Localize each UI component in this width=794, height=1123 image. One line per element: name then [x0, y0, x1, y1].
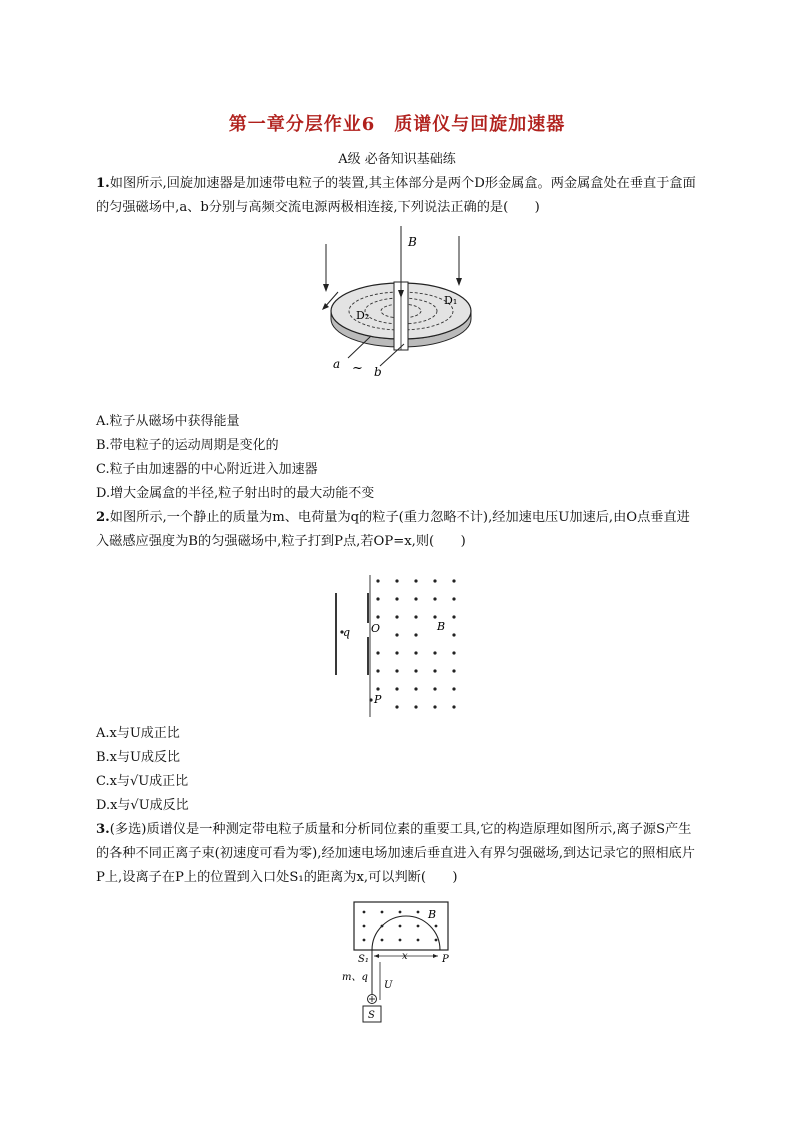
mass-spectrometer-figure	[336, 896, 460, 1026]
q1-option-d: D.增大金属盒的半径,粒子射出时的最大动能不变	[96, 486, 375, 501]
label-B: B	[408, 235, 417, 249]
q2-option-c: C.x与√U成正比	[96, 774, 189, 789]
label-b: b	[374, 365, 382, 376]
label-S1: S₁	[358, 954, 369, 965]
question-text: 如图所示,回旋加速器是加速带电粒子的装置,其主体部分是两个D形金属盒。两金属盒处在垂直于盒面的匀强磁场中,a、b分别与高频交流电源两极相连接,下列说法正确的是( )	[96, 176, 696, 215]
question-number: 1.	[96, 176, 110, 191]
q2-option-a: A.x与U成正比	[96, 726, 180, 741]
question-2-stem	[96, 506, 696, 554]
question-number: 2.	[96, 510, 110, 525]
label-mq: m、q	[342, 972, 368, 983]
mass-spec-field-figure	[330, 575, 470, 720]
question-text: (多选)质谱仪是一种测定带电粒子质量和分析同位素的重要工具,它的构造原理如图所示,离子源S产生的各种不同正离子束(初速度可看为零),经加速电场加速后垂直进入有界匀强磁场,到达记录它的照相底片P上,设离子在P上的位置到入口处S₁的距离为x,可以判断( )	[96, 822, 695, 885]
label-P: P	[442, 954, 449, 965]
label-S: S	[368, 1010, 375, 1021]
question-1-stem	[96, 172, 696, 220]
label-x: x	[402, 951, 408, 962]
label-B: B	[428, 908, 437, 921]
label-B: B	[437, 620, 446, 633]
label-q: q	[343, 626, 351, 639]
q2-option-d: D.x与√U成反比	[96, 798, 189, 813]
question-number: 3.	[96, 822, 110, 837]
question-3-stem	[96, 818, 696, 890]
label-tilde: ~	[352, 361, 363, 376]
q2-option-b: B.x与U成反比	[96, 750, 180, 765]
q1-option-b: B.带电粒子的运动周期是变化的	[96, 438, 279, 453]
q1-option-a: A.粒子从磁场中获得能量	[96, 414, 240, 429]
question-text: 如图所示,一个静止的质量为m、电荷量为q的粒子(重力忽略不计),经加速电压U加速后,由O点垂直进入磁感应强度为B的匀强磁场中,粒子打到P点,若OP=x,则( )	[96, 510, 690, 549]
label-P: P	[374, 693, 382, 706]
cyclotron-figure	[316, 226, 486, 376]
label-O: O	[371, 622, 381, 635]
page-title: 第一章分层作业6 质谱仪与回旋加速器	[228, 114, 566, 135]
label-a: a	[333, 357, 341, 371]
label-U: U	[384, 980, 393, 991]
q1-option-c: C.粒子由加速器的中心附近进入加速器	[96, 462, 318, 477]
label-D1: D₁	[444, 294, 458, 307]
section-heading: A级 必备知识基础练	[338, 152, 456, 167]
label-D2: D₂	[356, 309, 370, 322]
field-dots	[376, 579, 455, 708]
